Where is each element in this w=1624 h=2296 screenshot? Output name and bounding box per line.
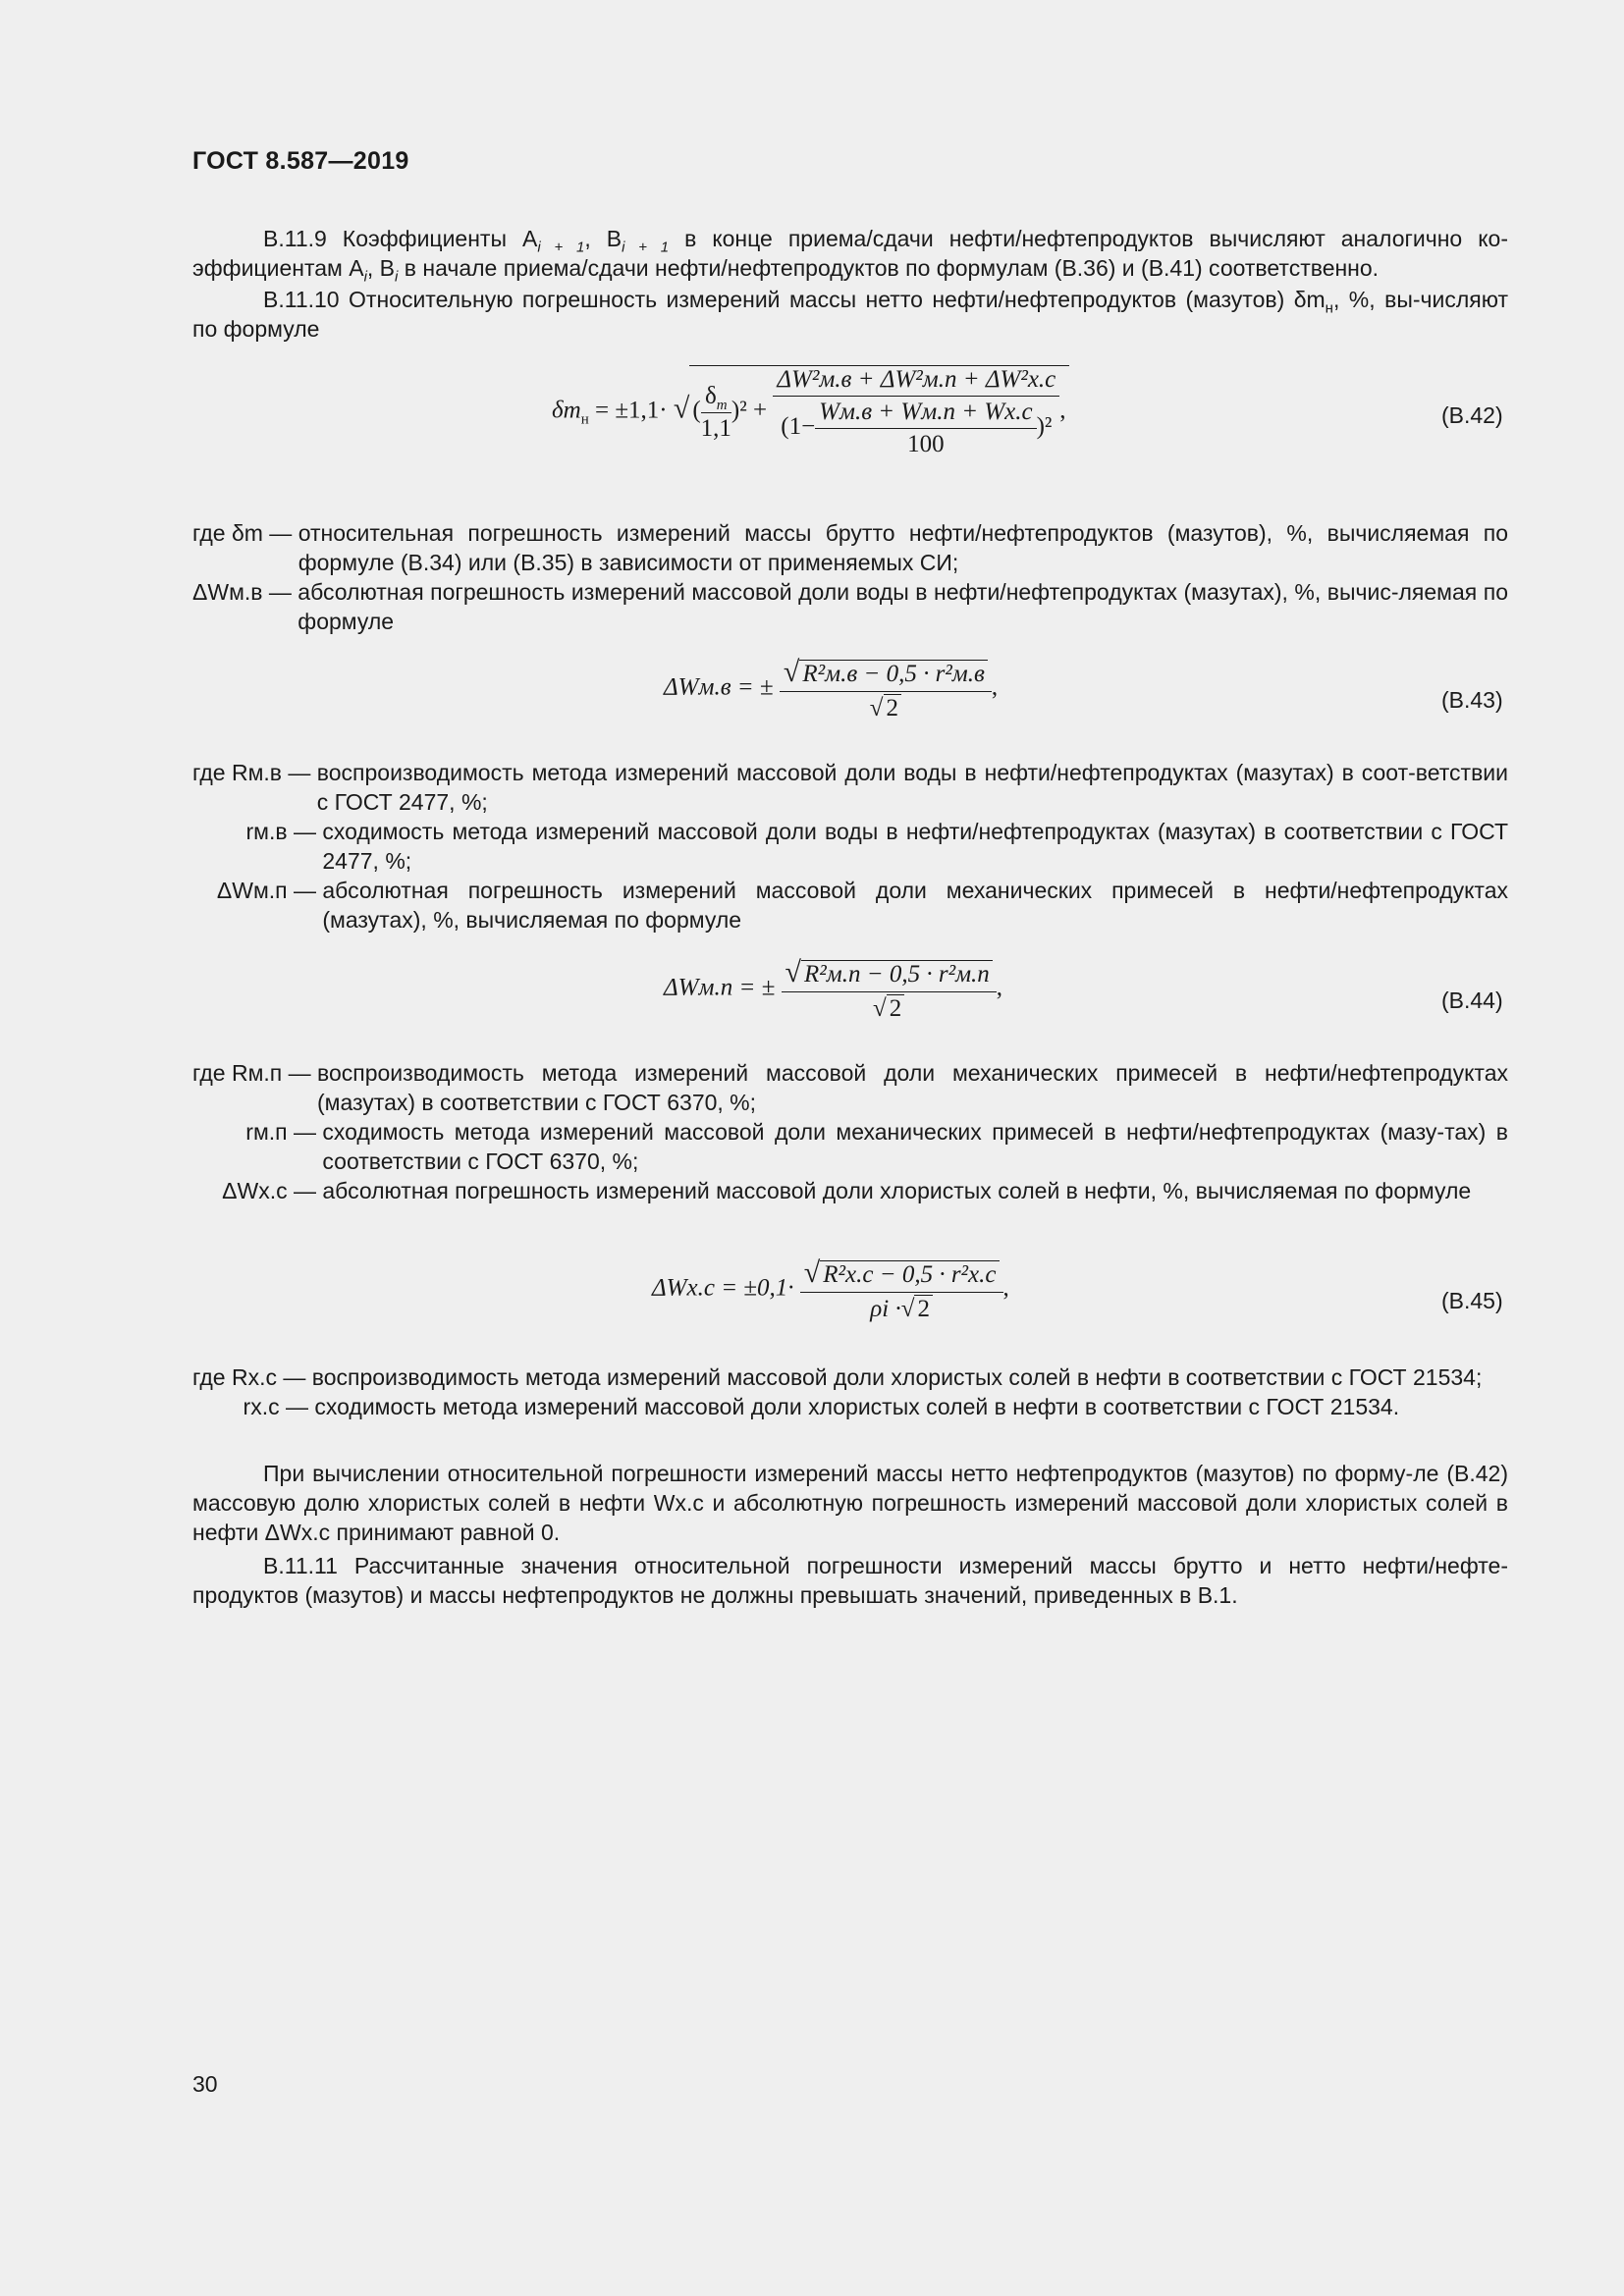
sqrt-sign-icon: √: [673, 392, 690, 425]
paragraph-note: При вычислении относительной погрешности измерений массы нетто нефтепродуктов (мазутов) по форму-ле (В.42) массовую долю хлористых солей в нефти Wх.с и абсолютную погрешность измерений массовой доли хлористых солей в нефти ΔWх.с принимают равной 0.: [192, 1461, 1508, 1545]
sqrt-sign-icon: √: [873, 995, 887, 1022]
definition-item: ΔWм.п — абсолютная погрешность измерений массовой доли механических примесей в нефти/нефтепродуктах (мазутах), %, вычисляемая по формуле: [216, 878, 1508, 933]
paragraph-b-11-9: В.11.9 Коэффициенты $А_{i + 1}$, $В_{i + 1}$ в конце приема/сдачи нефти/нефтепродуктов вычисляют аналогично ко-эффициентам $А_i$, $В_i$ в начале приема/сдачи нефти/нефтепродуктов по формулам (В.36) и (В.41) соответственно.: [192, 226, 1508, 286]
formula-number-b-45: (В.45): [1441, 1288, 1503, 1313]
definition-item: где Rм.в — воспроизводимость метода измерений массовой доли воды в нефти/нефтепродуктах (мазутах) в соот-ветствии с ГОСТ 2477, %;: [192, 760, 1508, 815]
formula-number-b-42: (В.42): [1441, 402, 1503, 428]
page-header: ГОСТ 8.587—2019: [192, 147, 409, 175]
definitions-b-44: [192, 1058, 1508, 1205]
paragraph-b-11-11: В.11.11 Рассчитанные значения относительной погрешности измерений массы брутто и нетто нефти/нефте-продуктов (мазутов) и массы нефтепродуктов не должны превышать значений, приведенных в В.1.: [192, 1553, 1508, 1608]
definition-item: где Rм.п — воспроизводимость метода измерений массовой доли механических примесей в нефти/нефтепродуктах (мазутах) в соответствии с ГОСТ 6370, %;: [192, 1060, 1508, 1115]
formula-b-44: ΔWм.п = ± $\frac{\text{√ R²м.п − 0,5 · r²м.п}}{√ 2}$ ,: [664, 956, 1003, 1022]
sqrt-sign-icon: √: [900, 1296, 915, 1322]
definition-item: rм.в — сходимость метода измерений массовой доли воды в нефти/нефтепродуктах (мазутах) в соответствии с ГОСТ 2477, %;: [245, 819, 1508, 874]
sqrt-sign-icon: √: [869, 695, 884, 721]
definition-item: где Rх.с — воспроизводимость метода измерений массовой доли хлористых солей в нефти в соответствии с ГОСТ 21534;: [192, 1364, 1483, 1390]
paragraph-b-11-10: В.11.10 Относительную погрешность измерений массы нетто нефти/нефтепродуктов (мазутов) $\delta m_н$, %, вы-числяют по формуле: [192, 287, 1508, 342]
definition-item: rм.п — сходимость метода измерений массовой доли механических примесей в нефти/нефтепродуктах (мазу-тах) в соответствии с ГОСТ 6370, %;: [245, 1119, 1508, 1174]
sqrt-sign-icon: √: [785, 956, 802, 988]
definition-item: ΔWм.в — абсолютная погрешность измерений массовой доли воды в нефти/нефтепродуктах (мазутах), %, вычис-ляемая по формуле: [192, 579, 1508, 634]
page-number: 30: [192, 2071, 218, 2097]
definition-item: ΔWх.с — абсолютная погрешность измерений массовой доли хлористых солей в нефти, %, вычисляемая по формуле: [222, 1178, 1472, 1203]
definition-item: rх.с — сходимость метода измерений массовой доли хлористых солей в нефти в соответствии с ГОСТ 21534.: [243, 1394, 1400, 1419]
definitions-b-42: [192, 518, 1508, 636]
formula-b-42: $\delta m_н = \pm 1,1\cdot$ √ ( $\frac{\delta_m}{1,1}$ )² + ΔW²м.в + ΔW²м.п + ΔW²х.с (1− $\frac{Wм.в + Wм.п + Wх.с}{100}$ )² ,: [552, 365, 1069, 458]
definitions-b-45: [192, 1362, 1508, 1421]
definitions-b-43: [192, 758, 1508, 934]
sqrt-sign-icon: √: [783, 656, 800, 688]
formula-number-b-44: (В.44): [1441, 988, 1503, 1013]
formula-b-45: ΔWх.с = ±0,1· $\frac{\text{√ R²х.с − 0,5 · r²х.с}}{\rho i \cdot√ 2}$ ,: [652, 1256, 1009, 1322]
formula-b-43: ΔWм.в = ± $\frac{\text{√ R²м.в − 0,5 · r²м.в}}{√ 2}$ ,: [664, 656, 999, 721]
formula-number-b-43: (В.43): [1441, 687, 1503, 713]
sqrt-sign-icon: √: [803, 1256, 821, 1289]
definition-item: где δm — относительная погрешность измерений массы брутто нефти/нефтепродуктов (мазутов), %, вычисляемая по формуле (В.34) или (В.35) в зависимости от применяемых СИ;: [192, 520, 1508, 575]
